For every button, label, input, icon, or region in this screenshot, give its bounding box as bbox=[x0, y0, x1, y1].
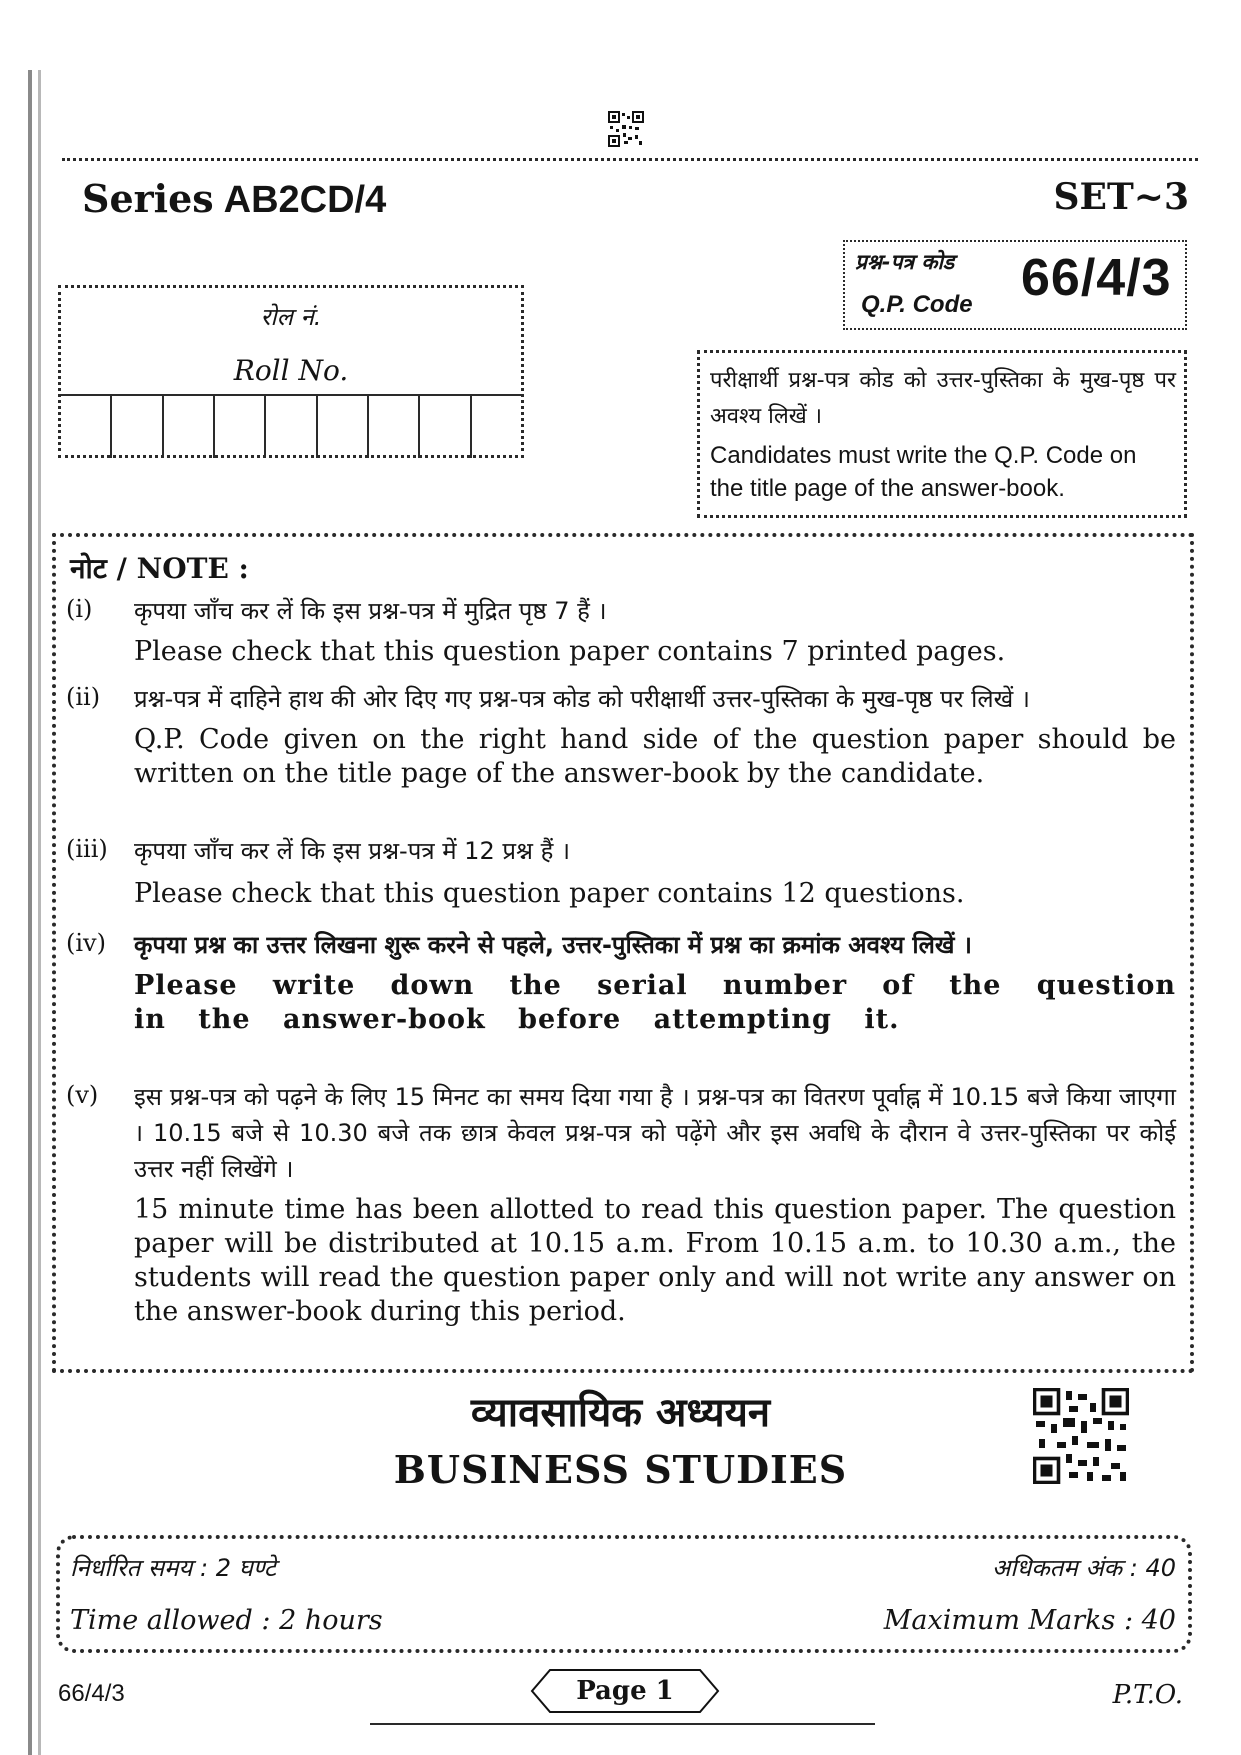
roll-digit-cell[interactable] bbox=[61, 396, 112, 458]
roll-number-box bbox=[58, 285, 524, 458]
roll-label-hindi: रोल नं. bbox=[260, 303, 322, 331]
qp-code-value: 66/4/3 bbox=[1021, 249, 1172, 307]
note-title-separator: / bbox=[106, 552, 137, 585]
subject-title-english: BUSINESS STUDIES bbox=[393, 1447, 848, 1492]
note-item-number: (i) bbox=[66, 595, 93, 623]
roll-number-grid bbox=[61, 394, 521, 458]
series-label: Series bbox=[82, 176, 214, 221]
note-item-number: (iv) bbox=[66, 929, 106, 957]
binding-line bbox=[38, 70, 41, 1755]
note-item-number: (v) bbox=[66, 1081, 99, 1109]
note-item bbox=[66, 833, 1176, 913]
series-heading bbox=[82, 176, 386, 222]
qp-code-box bbox=[843, 240, 1187, 330]
binding-line bbox=[28, 70, 32, 1755]
qp-label-english: Q.P. Code bbox=[861, 291, 973, 318]
page-number-badge bbox=[530, 1668, 720, 1714]
series-code: AB2CD/4 bbox=[223, 179, 387, 221]
note-item-english: Please check that this question paper contains 7 printed pages. bbox=[134, 636, 1006, 667]
note-box bbox=[52, 533, 1194, 1373]
note-item bbox=[66, 681, 1176, 811]
max-marks-hindi: अधिकतम अंक : 40 bbox=[991, 1554, 1176, 1582]
note-item-english: Please check that this question paper contains 12 questions. bbox=[134, 878, 965, 909]
pto-label: P.T.O. bbox=[1112, 1680, 1183, 1710]
note-item bbox=[66, 1079, 1176, 1369]
note-item-english: Q.P. Code given on the right hand side of the question paper should be written on the title page of the answer-book by the candidate. bbox=[134, 724, 1176, 789]
note-item-hindi: कृपया प्रश्न का उत्तर लिखना शुरू करने से पहले, उत्तर-पुस्तिका में प्रश्न का क्रमांक अवश्य लिखें । bbox=[134, 931, 972, 959]
note-item-english: 15 minute time has been allotted to read this question paper. The question paper will be distributed at 10.15 a.m. From 10.15 a.m. to 10.30 a.m., the students will read the question paper only and will not write any answer on the answer-book during this period. bbox=[134, 1194, 1176, 1327]
subject-title-hindi: व्यावसायिक अध्ययन bbox=[470, 1390, 771, 1436]
qr-code-icon bbox=[608, 111, 644, 147]
note-item-hindi: इस प्रश्न-पत्र को पढ़ने के लिए 15 मिनट का समय दिया गया है । प्रश्न-पत्र का वितरण पूर्वाह्न में 10.15 बजे किया जाएगा । 10.15 बजे से 10.30 बजे तक छात्र केवल प्रश्न-पत्र को पढ़ेंगे और इस अवधि के दौरान वे उत्तर-पुस्तिका पर कोई उत्तर नहीं लिखेंगे । bbox=[134, 1083, 1176, 1183]
footer-qp-code: 66/4/3 bbox=[58, 1680, 125, 1707]
candidate-instruction-line: Candidates must write the Q.P. Code on bbox=[710, 442, 1137, 469]
roll-digit-cell[interactable] bbox=[266, 396, 317, 458]
candidate-instruction-box bbox=[697, 350, 1187, 518]
max-marks-english: Maximum Marks : 40 bbox=[883, 1605, 1176, 1636]
roll-digit-cell[interactable] bbox=[112, 396, 163, 458]
page-number: Page 1 bbox=[576, 1676, 674, 1706]
note-title-english: NOTE : bbox=[136, 552, 249, 585]
note-item-hindi: कृपया जाँच कर लें कि इस प्रश्न-पत्र में 12 प्रश्न हैं । bbox=[134, 837, 571, 865]
qp-label-hindi: प्रश्न-पत्र कोड bbox=[855, 250, 955, 274]
note-item bbox=[66, 593, 1176, 673]
qr-code-icon bbox=[1033, 1388, 1129, 1484]
roll-digit-cell[interactable] bbox=[420, 396, 471, 458]
candidate-instruction-line: the title page of the answer-book. bbox=[710, 475, 1065, 502]
time-allowed-hindi: निर्धारित समय : 2 घण्टे bbox=[70, 1554, 277, 1582]
roll-digit-cell[interactable] bbox=[318, 396, 369, 458]
roll-digit-cell[interactable] bbox=[215, 396, 266, 458]
candidate-instruction-english bbox=[710, 439, 1176, 505]
note-title-hindi: नोट bbox=[70, 552, 107, 585]
time-allowed-english: Time allowed : 2 hours bbox=[70, 1605, 383, 1636]
note-item-number: (iii) bbox=[66, 835, 108, 863]
note-item-hindi: कृपया जाँच कर लें कि इस प्रश्न-पत्र में मुद्रित पृष्ठ 7 हैं । bbox=[134, 597, 607, 625]
time-marks-box bbox=[56, 1535, 1192, 1653]
candidate-instruction-hindi: परीक्षार्थी प्रश्न-पत्र कोड को उत्तर-पुस्तिका के मुख-पृष्ठ पर अवश्य लिखें । bbox=[710, 368, 1176, 429]
roll-digit-cell[interactable] bbox=[472, 396, 521, 458]
roll-label-english: Roll No. bbox=[233, 354, 349, 387]
top-divider bbox=[62, 158, 1198, 161]
note-item bbox=[66, 927, 1176, 1067]
set-label: SET~3 bbox=[1053, 176, 1189, 218]
roll-digit-cell[interactable] bbox=[164, 396, 215, 458]
footer-rule bbox=[370, 1723, 875, 1725]
note-item-number: (ii) bbox=[66, 683, 101, 711]
note-title bbox=[70, 549, 249, 587]
note-item-hindi: प्रश्न-पत्र में दाहिने हाथ की ओर दिए गए प्रश्न-पत्र कोड को परीक्षार्थी उत्तर-पुस्तिका के मुख-पृष्ठ पर लिखें । bbox=[134, 685, 1030, 713]
roll-digit-cell[interactable] bbox=[369, 396, 420, 458]
note-item-english: Please write down the serial number of the question in the answer-book before attempting it. bbox=[134, 970, 1176, 1035]
